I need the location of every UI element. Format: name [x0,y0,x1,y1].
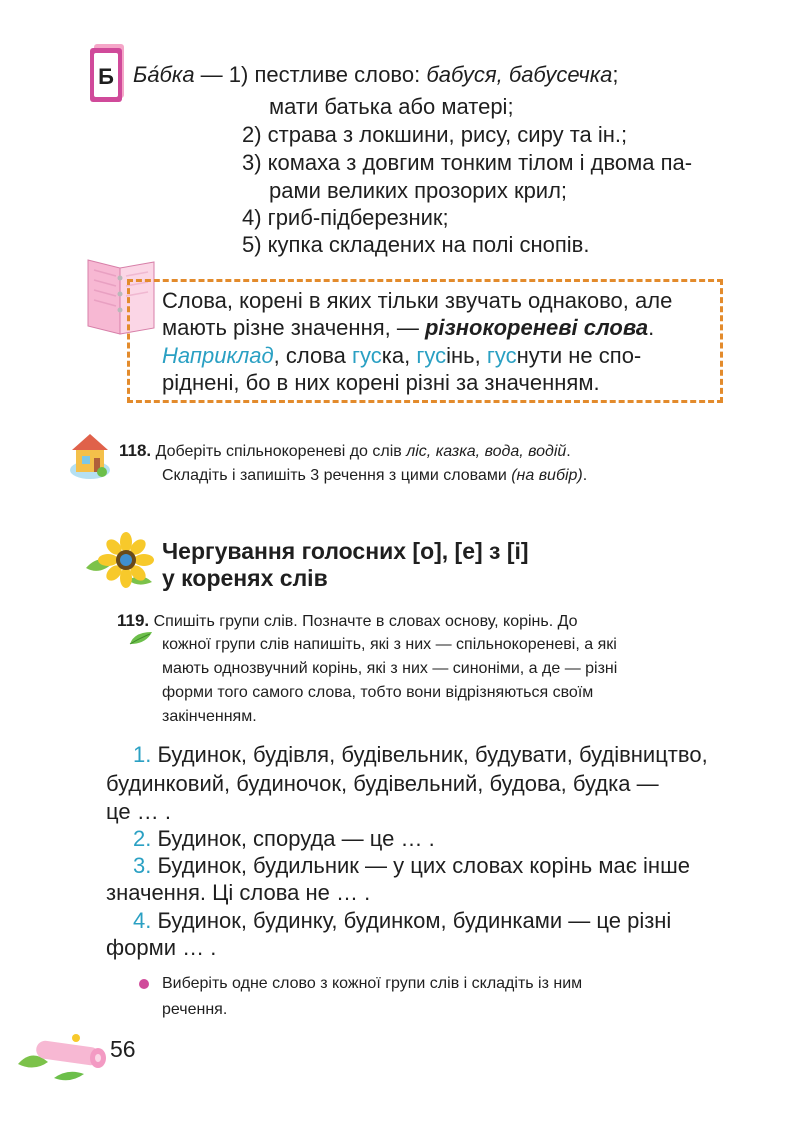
section-heading-line-2: у коренях слів [162,565,328,591]
dictionary-examples: бабуся, бабусечка [426,62,613,87]
exercise-119-line-3: мають однозвучний корінь, які з них — синоніми, а де — різні [162,660,618,677]
task-line-2: речення. [162,1001,228,1018]
exercise-119-line-1: 119. Спишіть групи слів. Позначте в словах основу, корінь. До [117,611,578,630]
rule-root: гус [486,343,517,368]
exercise-118-line-2: Складіть і запишіть 3 речення з цими словами (на вибір). [162,467,588,484]
group-2-line-1: 2. Будинок, споруда — це … . [133,826,435,851]
section-heading-line-1: Чергування голосних [о], [е] з [і] [162,538,529,564]
rule-line-4: ріднені, бо в них корені різні за значенням. [162,370,600,395]
exercise-119-line-2: кожної групи слів напишіть, які з них — спільнокореневі, а які [162,636,617,653]
rule-line-2: мають різне значення, — різнокореневі слова. [162,315,655,340]
group-number: 2. [133,826,152,851]
dictionary-sense-4: 4) гриб-підберезник; [242,205,449,230]
group-4-line-1: 4. Будинок, будинку, будинком, будинками — це різні [133,908,672,933]
scroll-ornament-icon [14,1028,112,1084]
exercise-number: 118. [119,441,152,460]
rule-root: гус [416,343,447,368]
dictionary-book-icon [88,44,126,102]
exercise-number: 119. [117,611,150,630]
page-number: 56 [110,1036,136,1062]
dictionary-sense-5: 5) купка складених на полі снопів. [242,232,590,257]
rule-line-3: Наприклад, слова гуска, гусінь, гуснути не спо- [162,343,642,368]
rule-example-label: Наприклад [162,343,274,368]
dictionary-sense-3: 3) комаха з довгим тонким тілом і двома па- [242,150,693,175]
group-3-line-2: значення. Ці слова не … . [106,880,371,905]
group-3-line-1: 3. Будинок, будильник — у цих словах корінь має інше [133,853,690,878]
dictionary-headword: Ба́бка [133,62,195,87]
dictionary-sense-3-cont: рами великих прозорих крил; [269,178,568,203]
dictionary-line-1: Ба́бка — 1) пестливе слово: бабуся, бабусечка; [133,62,619,87]
bullet-icon [139,979,149,989]
group-4-line-2: форми … . [106,935,217,960]
leaf-icon [128,630,154,646]
dictionary-sense-2: 2) страва з локшини, рису, сиру та ін.; [242,122,628,147]
house-icon [68,430,112,480]
dictionary-line-2: мати батька або матері; [269,94,514,119]
group-1-line-1: 1. Будинок, будівля, будівельник, будувати, будівництво, [133,742,708,767]
group-number: 3. [133,853,152,878]
sunflower-icon [84,532,154,588]
rule-line-1: Слова, корені в яких тільки звучать однаково, але [162,288,673,313]
group-number: 4. [133,908,152,933]
group-1-line-3: це … . [106,799,171,824]
group-number: 1. [133,742,152,767]
exercise-119-line-4: форми того самого слова, тобто вони відрізняються своїм [162,684,594,701]
exercise-118-line-1: 118. Доберіть спільнокореневі до слів ліс, казка, вода, водій. [119,441,571,460]
rule-term: різнокореневі слова [424,315,649,340]
exercise-119-line-5: закінченням. [162,708,257,725]
dictionary-icon-letter: Б [98,64,114,89]
group-1-line-2: будинковий, будиночок, будівельний, будова, будка — [106,771,659,796]
task-line-1: Виберіть одне слово з кожної групи слів і складіть із ним [162,975,583,992]
rule-root: гус [352,343,382,368]
